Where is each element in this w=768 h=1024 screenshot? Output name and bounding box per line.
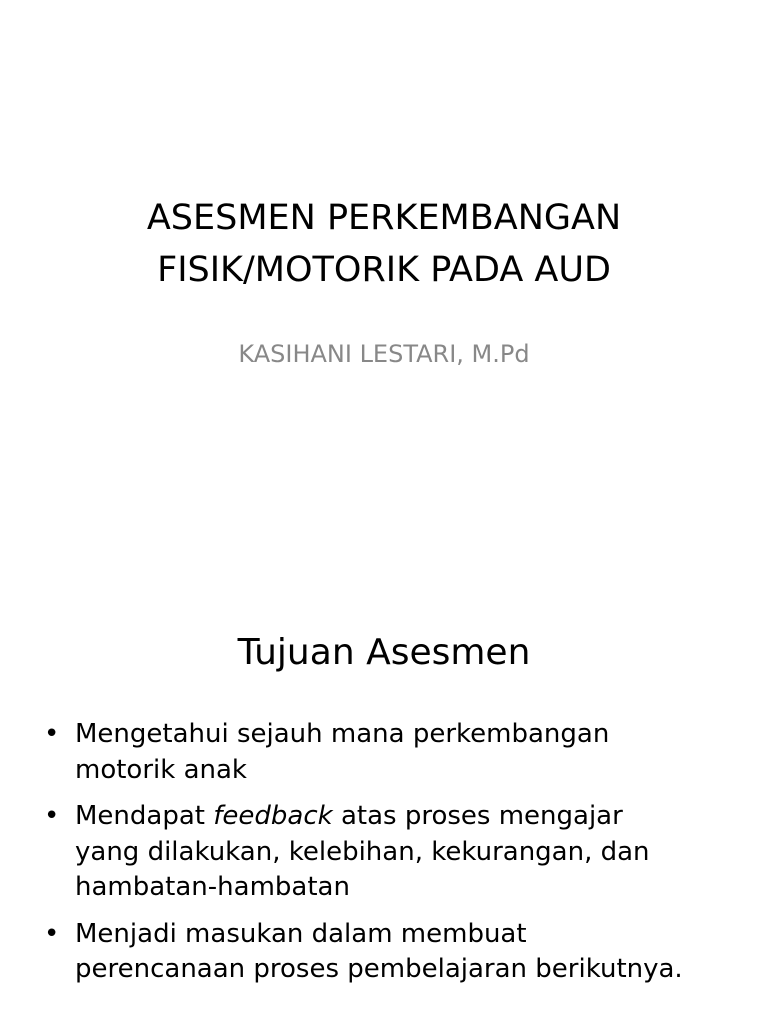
bullet-text-line: motorik anak — [75, 754, 247, 785]
emphasized-term: feedback — [213, 801, 333, 831]
bullet-text-line: hambatan-hambatan — [75, 872, 350, 902]
slide-heading: Tujuan Asesmen — [237, 632, 531, 673]
author-subtitle: KASIHANI LESTARI, M.Pd — [238, 340, 530, 368]
bullet-text-line — [75, 799, 754, 835]
bullet-item — [44, 799, 754, 906]
bullet-list — [44, 717, 754, 999]
bullet-text-line: Mengetahui sejauh mana perkembangan — [75, 719, 610, 749]
bullet-item — [44, 717, 754, 788]
bullet-marker: • — [44, 719, 60, 749]
bullet-marker: • — [44, 801, 60, 831]
bullet-text-line: perencanaan proses pembelajaran berikutnya. — [75, 954, 683, 984]
bullet-text-segment: Mendapat — [75, 801, 214, 831]
title-line-2: FISIK/MOTORIK PADA AUD — [157, 250, 611, 290]
bullet-item — [44, 917, 754, 988]
title-line-1: ASESMEN PERKEMBANGAN — [146, 198, 622, 238]
slide-objectives — [0, 512, 768, 1024]
presentation-title — [0, 192, 768, 296]
bullet-text-line: Menjadi masukan dalam membuat — [75, 918, 527, 949]
bullet-text-segment: atas proses mengajar — [332, 801, 623, 831]
bullet-text-line: yang dilakukan, kelebihan, kekurangan, dan — [75, 836, 650, 867]
bullet-marker: • — [44, 918, 60, 949]
